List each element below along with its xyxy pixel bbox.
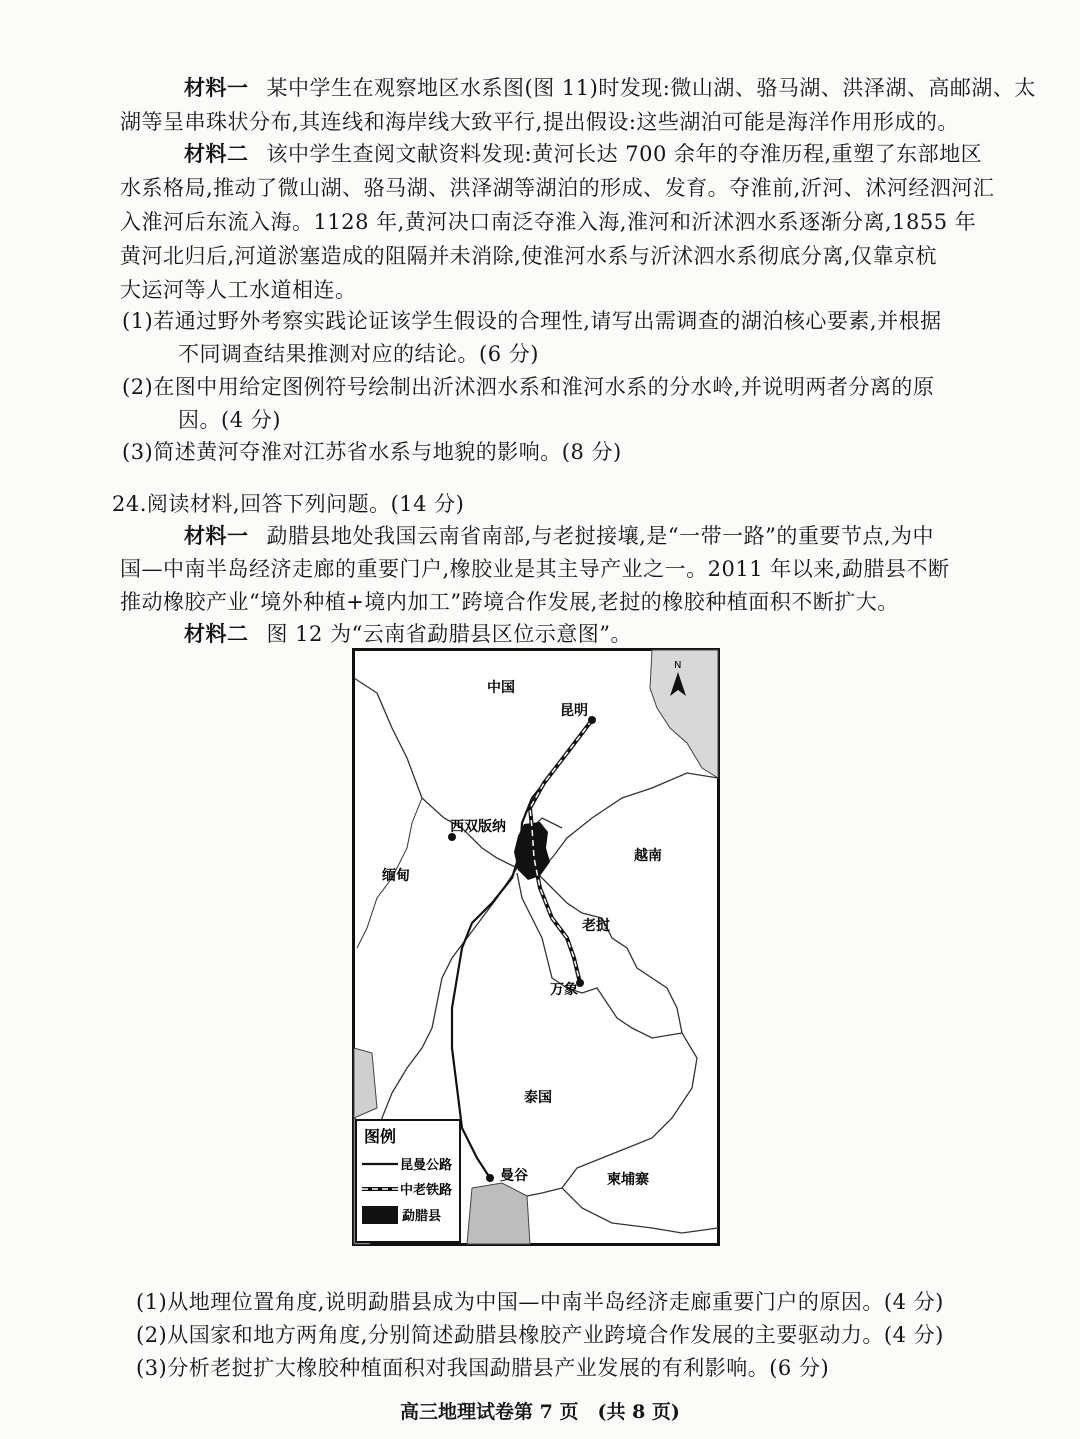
q23-material1-label: 材料一 bbox=[184, 75, 249, 100]
label-kunming: 昆明 bbox=[560, 703, 588, 719]
q24-question3: (3)分析老挝扩大橡胶种植面积对我国勐腊县产业发展的有利影响。(6 分) bbox=[136, 1356, 830, 1380]
legend bbox=[356, 1120, 460, 1242]
q24-material1-line3: 推动橡胶产业“境外种植+境内加工”跨境合作发展,老挝的橡胶种植面积不断扩大。 bbox=[120, 590, 899, 614]
label-china: 中国 bbox=[487, 680, 515, 696]
q24-title: 24.阅读材料,回答下列问题。(14 分) bbox=[112, 492, 465, 516]
label-bangkok: 曼谷 bbox=[500, 1168, 528, 1184]
label-xishuangbanna: 西双版纳 bbox=[450, 819, 506, 835]
q23-question2-line1: (2)在图中用给定图例符号绘制出沂沭泗水系和淮河水系的分水岭,并说明两者分离的原 bbox=[122, 375, 935, 399]
label-cambodia: 柬埔寨 bbox=[607, 1172, 649, 1188]
map-figure bbox=[352, 648, 720, 1278]
page-footer: 高三地理试卷第 7 页 (共 8 页) bbox=[400, 1401, 680, 1423]
q23-material2-line3: 入淮河后东流入海。1128 年,黄河决口南泛夺淮入海,淮河和沂沭泗水系逐渐分离,1855 年 bbox=[120, 210, 977, 234]
q23-material1-line2: 湖等呈串珠状分布,其连线和海岸线大致平行,提出假设:这些湖泊可能是海洋作用形成的。 bbox=[120, 110, 959, 134]
legend-county-symbol bbox=[362, 1206, 398, 1224]
legend-rail-label: 中老铁路 bbox=[400, 1183, 453, 1198]
legend-title: 图例 bbox=[364, 1127, 397, 1146]
label-laos: 老挝 bbox=[582, 918, 610, 934]
q23-question1-line2: 不同调查结果推测对应的结论。(6 分) bbox=[178, 342, 539, 366]
q23-material1-line1: 材料一 某中学生在观察地区水系图(图 11)时发现:微山湖、骆马湖、洪泽湖、高邮湖、太 bbox=[184, 75, 1036, 100]
label-vientiane: 万象 bbox=[550, 982, 578, 998]
kunming-dot bbox=[588, 716, 596, 724]
gulf-of-thailand bbox=[467, 1183, 530, 1244]
q23-question3: (3)简述黄河夺淮对江苏省水系与地貌的影响。(8 分) bbox=[122, 440, 622, 464]
q23-question1-line1: (1)若通过野外考察实践论证该学生假设的合理性,请写出需调查的湖泊核心要素,并根据 bbox=[122, 309, 942, 333]
q23-material2-line2: 水系格局,推动了微山湖、骆马湖、洪泽湖等湖泊的形成、发育。夺淮前,沂河、沭河经泗河汇 bbox=[120, 176, 995, 200]
q23-question2-line2: 因。(4 分) bbox=[178, 408, 281, 432]
label-vietnam: 越南 bbox=[634, 848, 662, 864]
q23-material2-line1: 材料二 该中学生查阅文献资料发现:黄河长达 700 余年的夺淮历程,重塑了东部地区 bbox=[184, 141, 983, 166]
q23-material2-line4: 黄河北归后,河道淤塞造成的阻隔并未消除,使淮河水系与沂沭泗水系彻底分离,仅靠京杭 bbox=[120, 244, 938, 268]
q24-material2-label: 材料二 bbox=[184, 621, 249, 646]
q23-material2-label: 材料二 bbox=[184, 141, 249, 166]
q24-material1-line2: 国—中南半岛经济走廊的重要门户,橡胶业是其主导产业之一。2011 年以来,勐腊县不断 bbox=[120, 557, 950, 581]
legend-road-label: 昆曼公路 bbox=[400, 1158, 453, 1173]
north-label: N bbox=[674, 660, 682, 671]
bangkok-dot bbox=[486, 1174, 494, 1182]
legend-county-label: 勐腊县 bbox=[402, 1209, 442, 1224]
q24-material1-line1: 材料一 勐腊县地处我国云南省南部,与老挝接壤,是“一带一路”的重要节点,为中 bbox=[184, 523, 934, 548]
q23-material2-line5: 大运河等人工水道相连。 bbox=[120, 278, 357, 302]
label-thailand: 泰国 bbox=[524, 1090, 552, 1106]
q24-question2: (2)从国家和地方两角度,分别简述勐腊县橡胶产业跨境合作发展的主要驱动力。(4 分) bbox=[136, 1323, 944, 1347]
map-svg bbox=[352, 648, 720, 1246]
label-myanmar: 缅甸 bbox=[382, 868, 410, 884]
q24-material1-label: 材料一 bbox=[184, 523, 249, 548]
q24-material2-line1: 材料二 图 12 为“云南省勐腊县区位示意图”。 bbox=[184, 621, 633, 646]
q24-question1: (1)从地理位置角度,说明勐腊县成为中国—中南半岛经济走廊重要门户的原因。(4 分) bbox=[136, 1290, 944, 1314]
